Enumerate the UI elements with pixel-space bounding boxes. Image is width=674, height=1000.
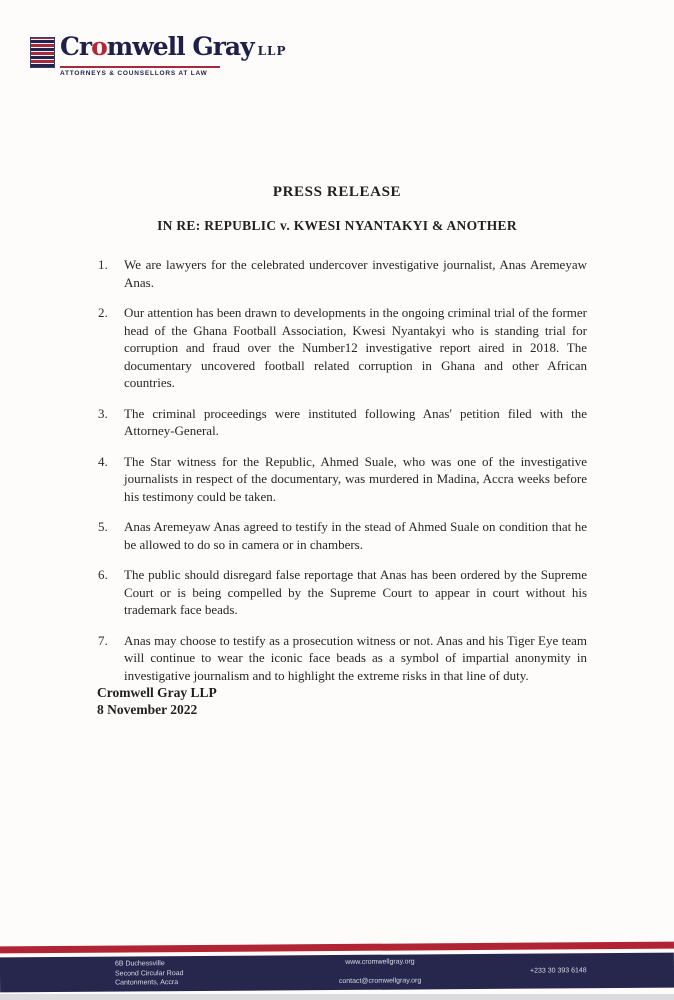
- firm-tagline: ATTORNEYS & COUNSELLORS AT LAW: [60, 70, 208, 77]
- wordmark-llp: LLP: [257, 44, 287, 58]
- firm-wordmark: [60, 33, 287, 65]
- paragraph-text: Anas Aremeyaw Anas agreed to testify in the stead of Ahmed Suale on condition that he be allowed to do so in camera or in chambers.: [124, 519, 587, 552]
- paragraph-7: [98, 632, 587, 685]
- wordmark-part1: Cr: [60, 32, 92, 61]
- paragraph-text: Anas may choose to testify as a prosecution witness or not. Anas and his Tiger Eye team will continue to wear the iconic face beads as a symbol of impartial anonymity in investigative journalism and to highlight the extreme risks in that line of duty.: [124, 632, 587, 683]
- signature-date: 8 November 2022: [97, 702, 198, 717]
- paragraph-text: The public should disregard false reportage that Anas has been ordered by the Supreme Court or is being compelled by the Supreme Court to appear in court without his trademark face beads.: [124, 567, 587, 617]
- paragraph-text: The criminal proceedings were instituted following Anas' petition filed with the Attorney-General.: [124, 405, 587, 438]
- footer-website: www.cromwellgray.org: [345, 958, 415, 967]
- firm-flag-logo-icon: [30, 37, 55, 68]
- paragraph-number: 3.: [98, 405, 108, 421]
- footer-web-contacts: [285, 948, 475, 997]
- footer-bottom-edge: [0, 994, 674, 1000]
- firm-logo-text: [60, 33, 287, 77]
- signature-block: [97, 684, 217, 718]
- paragraph-list: [98, 256, 587, 697]
- case-subtitle: IN RE: REPUBLIC v. KWESI NYANTAKYI & ANOTHER: [157, 218, 517, 233]
- logo-red-rule: [60, 66, 220, 68]
- paragraph-3: [98, 405, 587, 440]
- paragraph-text: The Star witness for the Republic, Ahmed Suale, who was one of the investigative journalists in respect of the documentary, was murdered in Madina, Accra weeks before his testimony could be taken.: [124, 453, 587, 504]
- firm-logo: [30, 33, 287, 77]
- press-release-title: PRESS RELEASE: [272, 184, 402, 200]
- paragraph-text: We are lawyers for the celebrated undercover investigative journalist, Anas Aremeyaw Anas.: [124, 257, 587, 290]
- page-footer: [0, 944, 674, 1000]
- paragraph-number: 1.: [98, 257, 108, 272]
- paragraph-number: 6.: [98, 567, 108, 582]
- paragraph-1: [98, 256, 587, 291]
- paragraph-number: 2.: [98, 305, 108, 320]
- paragraph-2: [98, 304, 587, 392]
- paragraph-4: [98, 453, 587, 506]
- signature-firm: Cromwell Gray LLP: [97, 685, 217, 700]
- wordmark-red-o: o: [91, 32, 107, 61]
- footer-email: contact@cromwellgray.org: [338, 977, 422, 986]
- paragraph-number: 5.: [98, 519, 108, 534]
- paragraph-number: 4.: [98, 453, 108, 469]
- paragraph-6: [98, 566, 587, 619]
- footer-phone: +233 30 393 6148: [529, 967, 587, 975]
- footer-address: 6B Duchessville Second Circular Road Cantonments, Accra: [114, 960, 184, 987]
- paragraph-text: Our attention has been drawn to developments in the ongoing criminal trial of the former head of the Ghana Football Association, Kwesi Nyantakyi who is standing trial for corruption and fraud over the Number12 investigative report aired in 2018. The documentary uncovered football related corruption in Ghana and other African countries.: [124, 305, 587, 390]
- paragraph-number: 7.: [98, 632, 108, 648]
- paragraph-5: [98, 518, 587, 553]
- wordmark-part2: mwell Gray: [106, 32, 254, 61]
- footer-contact-band: [0, 953, 674, 993]
